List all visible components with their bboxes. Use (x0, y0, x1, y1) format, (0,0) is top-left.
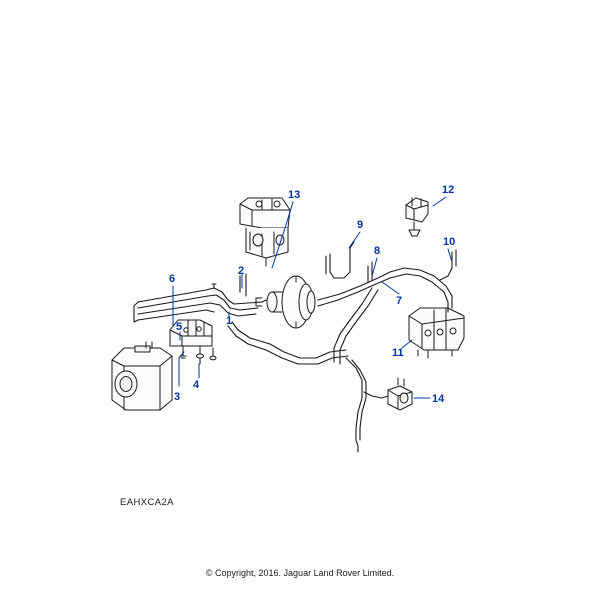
callout-1: 1 (226, 315, 233, 327)
bracket-assembly-11 (409, 308, 464, 358)
brake-servo (256, 276, 315, 328)
callout-3: 3 (174, 391, 181, 403)
callout-8: 8 (374, 245, 381, 257)
part-code-label: EAHXCA2A (120, 497, 174, 508)
callout-13: 13 (288, 189, 301, 201)
valve-assembly-12 (406, 198, 428, 236)
callout-7: 7 (396, 295, 403, 307)
callout-4: 4 (193, 379, 200, 391)
callout-9: 9 (357, 219, 364, 231)
callout-12: 12 (442, 184, 455, 196)
callout-5: 5 (176, 321, 183, 333)
pressure-switch-14 (382, 378, 412, 410)
copyright-notice: © Copyright, 2016. Jaguar Land Rover Limited. (205, 568, 395, 578)
reservoir-assembly-13 (240, 198, 290, 266)
callout-6: 6 (169, 273, 176, 285)
brake-pipe-network (134, 242, 456, 452)
callout-14: 14 (432, 393, 445, 405)
abs-modulator-unit (112, 342, 172, 410)
callout-11: 11 (392, 347, 404, 359)
callout-2: 2 (238, 265, 245, 277)
callout-10: 10 (443, 236, 456, 248)
